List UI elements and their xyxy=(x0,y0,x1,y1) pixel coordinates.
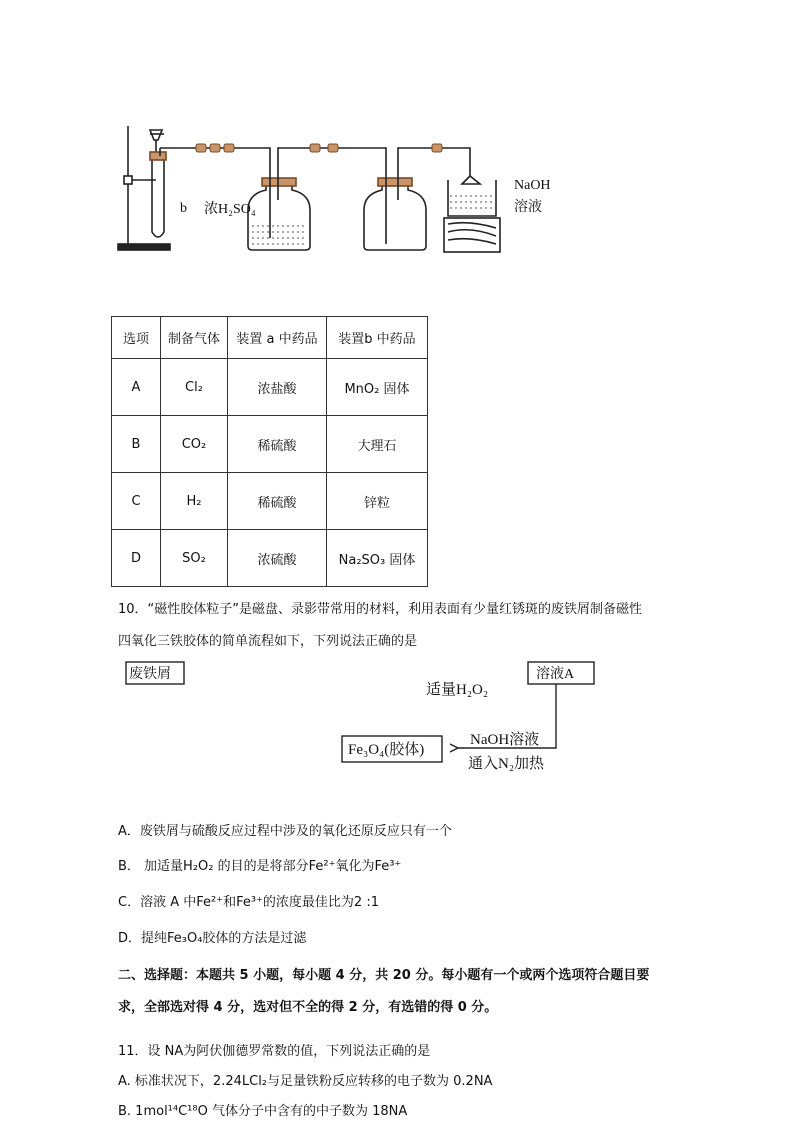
option-cell: D xyxy=(112,530,161,587)
flow-reagent-naoh: NaOH溶液 xyxy=(470,732,540,748)
q10-stem-line1: 10．“磁性胶体粒子”是磁盘、录影带常用的材料，利用表面有少量红锈斑的废铁屑制备磁性 xyxy=(118,602,643,617)
flow-box-left: 废铁屑 xyxy=(129,667,171,682)
header-cell: 装置b 中药品 xyxy=(327,317,428,359)
q10-option-d: D．提纯Fe₃O₄胶体的方法是过滤 xyxy=(118,931,307,946)
table-row xyxy=(112,416,428,473)
gas-cell: Cl₂ xyxy=(161,359,228,416)
reagent-a-cell: 浓硫酸 xyxy=(228,530,327,587)
option-cell: C xyxy=(112,473,161,530)
q11-option-a: A. 标准状况下，2.24LCl₂与足量铁粉反应转移的电子数为 0.2NA xyxy=(118,1074,493,1089)
section2-line1: 二、选择题：本题共 5 小题，每小题 4 分，共 20 分。每小题有一个或两个选项符合题目要 xyxy=(118,968,650,983)
label-naoh: NaOH xyxy=(514,178,551,193)
q10-option-a: A．废铁屑与硫酸反应过程中涉及的氧化还原反应只有一个 xyxy=(118,824,452,839)
option-cell: A xyxy=(112,359,161,416)
header-cell: 选项 xyxy=(112,317,161,359)
q11-stem: 11．设 NA为阿伏伽德罗常数的值，下列说法正确的是 xyxy=(118,1044,431,1059)
reagent-b-cell: 锌粒 xyxy=(327,473,428,530)
reagent-b-cell: Na₂SO₃ 固体 xyxy=(327,530,428,587)
q11-option-b: B. 1mol¹⁴C¹⁸O 气体分子中含有的中子数为 18NA xyxy=(118,1104,408,1119)
reagent-b-cell: 大理石 xyxy=(327,416,428,473)
gas-cell: CO₂ xyxy=(161,416,228,473)
flow-product-box-label: Fe₃O₄(胶体) xyxy=(348,742,425,758)
header-cell: 制备气体 xyxy=(161,317,228,359)
gas-cell: SO₂ xyxy=(161,530,228,587)
section2-line2: 求，全部选对得 4 分，选对但不全的得 2 分，有选错的得 0 分。 xyxy=(118,1000,498,1015)
reagent-a-cell: 浓盐酸 xyxy=(228,359,327,416)
flow-reagent-n2: 通入N₂加热 xyxy=(468,756,545,772)
flow-reagent-h2o2: 适量H₂O₂ xyxy=(426,682,489,698)
gas-cell: H₂ xyxy=(161,473,228,530)
label-conc-sulfuric: 浓H₂SO₄ xyxy=(204,202,256,217)
table-row xyxy=(112,530,428,587)
reagent-a-cell: 稀硫酸 xyxy=(228,416,327,473)
table-header-row xyxy=(112,317,428,359)
gas-apparatus-diagram xyxy=(110,120,570,260)
table-row xyxy=(112,359,428,416)
q10-option-c: C．溶液 A 中Fe²⁺和Fe³⁺的浓度最佳比为2 :1 xyxy=(118,895,379,910)
header-cell: 装置 a 中药品 xyxy=(228,317,327,359)
flow-box-right: 溶液A xyxy=(536,667,575,682)
reagent-b-cell: MnO₂ 固体 xyxy=(327,359,428,416)
options-table xyxy=(111,316,428,587)
q10-stem-line2: 四氧化三铁胶体的简单流程如下，下列说法正确的是 xyxy=(118,634,418,649)
label-b: b xyxy=(180,201,187,216)
q10-option-b: B． 加适量H₂O₂ 的目的是将部分Fe²⁺氧化为Fe³⁺ xyxy=(118,859,402,874)
reagent-a-cell: 稀硫酸 xyxy=(228,473,327,530)
option-cell: B xyxy=(112,416,161,473)
table-row xyxy=(112,473,428,530)
label-solution: 溶液 xyxy=(514,200,542,215)
